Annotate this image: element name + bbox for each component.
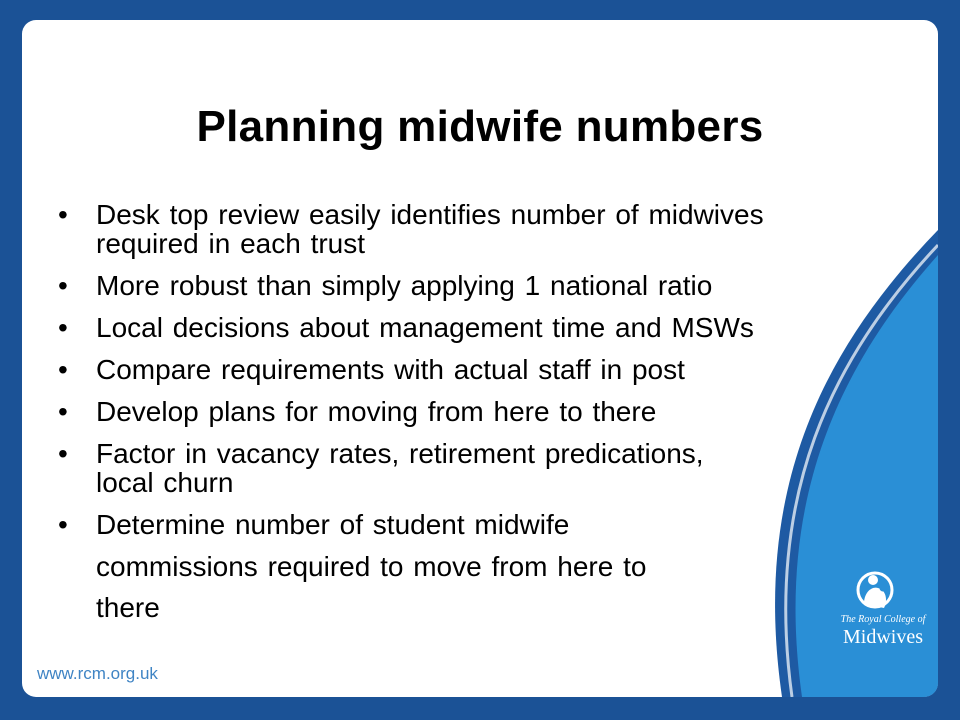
bullet-continuation-line: commissions required to move from here to <box>96 551 647 582</box>
footer-url: www.rcm.org.uk <box>37 664 158 683</box>
bullet-text-line: Factor in vacancy rates, retirement predications, <box>96 438 704 469</box>
bullet-marker: • <box>58 312 68 343</box>
bullet-text-line: required in each trust <box>96 228 366 259</box>
bullet-text-line: More robust than simply applying 1 national ratio <box>96 270 713 301</box>
logo-text-small: The Royal College of <box>840 614 926 625</box>
bullet-text-line: local churn <box>96 467 234 498</box>
bullet-continuation-line: there <box>96 592 160 623</box>
bullet-marker: • <box>58 396 68 427</box>
bullet-marker: • <box>58 509 68 540</box>
page-title: Planning midwife numbers <box>196 102 764 151</box>
bullet-marker: • <box>58 199 68 230</box>
bullet-marker: • <box>58 270 68 301</box>
bullet-list <box>58 200 888 622</box>
list-item <box>58 355 888 384</box>
bullet-marker: • <box>58 354 68 385</box>
slide <box>22 20 938 697</box>
bullet-text-line: Determine number of student midwife <box>96 509 570 540</box>
rcm-logo <box>828 568 938 678</box>
mother-and-child-icon <box>828 568 938 614</box>
list-item <box>58 313 888 342</box>
bullet-text-line: Develop plans for moving from here to there <box>96 396 657 427</box>
bullet-text-line: Desk top review easily identifies number of midwives <box>96 199 764 230</box>
list-item <box>58 397 888 426</box>
list-item <box>58 200 888 258</box>
bullet-text-line: Compare requirements with actual staff in post <box>96 354 685 385</box>
bullet-text-line: Local decisions about management time and MSWs <box>96 312 754 343</box>
list-item <box>58 510 888 539</box>
list-item <box>58 271 888 300</box>
bullet-marker: • <box>58 438 68 469</box>
list-item <box>58 439 888 497</box>
logo-text-large: Midwives <box>843 626 923 648</box>
